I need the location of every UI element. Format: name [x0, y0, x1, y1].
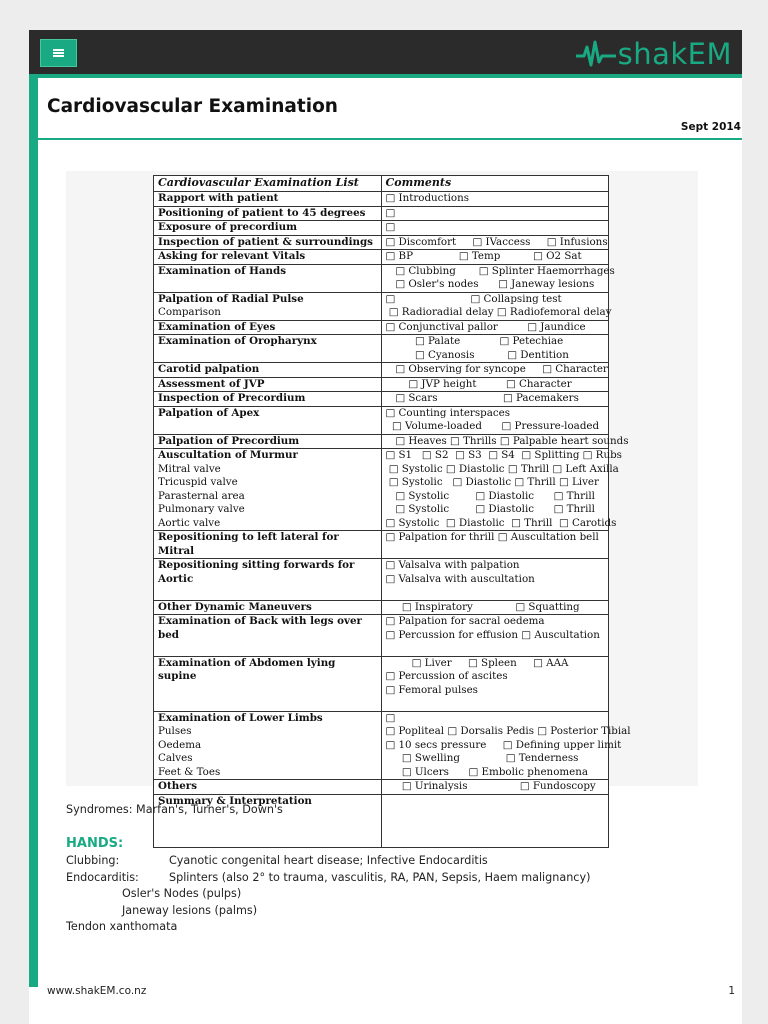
exam-step-label: Repositioning sitting forwards for Aortic — [158, 559, 355, 585]
table-row — [154, 780, 609, 795]
exam-substep-label — [158, 278, 377, 292]
footer-page-number: 1 — [728, 985, 735, 997]
checkbox-options[interactable]: □ Systolic □ Diastolic □ Thrill — [385, 489, 595, 502]
checkbox-options[interactable]: □ Discomfort □ IVaccess □ Infusions — [385, 235, 608, 248]
comments-cell — [381, 192, 609, 207]
exam-step-label: Palpation of Precordium — [158, 434, 300, 447]
checkbox-options[interactable]: □ Cyanosis □ Dentition — [385, 348, 569, 361]
comments-cell — [381, 711, 631, 780]
table-row — [154, 711, 609, 780]
exam-step-label: Exposure of precordium — [158, 221, 298, 233]
checkbox-options[interactable]: □ — [385, 206, 396, 219]
janeway-lesions-line: Janeway lesions (palms) — [122, 904, 258, 917]
exam-item-cell — [154, 377, 382, 392]
exam-item-cell — [154, 656, 382, 711]
exam-substep-label: Feet & Toes — [158, 765, 221, 778]
document-date: Sept 2014 — [680, 121, 741, 133]
syndromes-text: Syndromes: Marfan's, Turner's, Down's — [66, 803, 283, 816]
exam-substep-label: Pulses — [158, 725, 192, 737]
exam-substep-label: Mitral valve — [158, 462, 221, 475]
table-row — [154, 206, 609, 221]
exam-substep-label: Calves — [158, 752, 193, 764]
comments-cell — [381, 559, 609, 601]
comments-cell — [381, 320, 609, 335]
exam-item-cell — [154, 615, 382, 657]
comments-cell — [381, 377, 609, 392]
hands-heading: HANDS: — [66, 836, 124, 851]
comments-cell — [381, 434, 629, 449]
comments-cell — [381, 794, 609, 847]
exam-step-label: Other Dynamic Maneuvers — [158, 600, 312, 613]
table-row — [154, 392, 609, 407]
table-row — [154, 335, 609, 363]
logo-text: shakEM — [617, 37, 732, 71]
comments-cell — [381, 531, 609, 559]
menu-button[interactable] — [40, 39, 77, 67]
checkbox-options[interactable]: □ 10 secs pressure □ Defining upper limit — [385, 738, 622, 751]
comments-cell — [381, 449, 622, 531]
clubbing-label: Clubbing: — [66, 854, 120, 867]
exam-item-cell — [154, 406, 382, 434]
exam-substep-label: Oedema — [158, 738, 202, 751]
exam-item-cell — [154, 320, 382, 335]
footer-url[interactable]: www.shakEM.co.nz — [47, 985, 147, 997]
exam-item-cell — [154, 363, 382, 378]
exam-item-cell — [154, 192, 382, 207]
exam-step-label: Positioning of patient to 45 degrees — [158, 206, 366, 219]
checkbox-options[interactable]: □ Inspiratory □ Squatting — [385, 600, 580, 613]
comments-cell — [381, 264, 615, 292]
checkbox-options[interactable]: □ Introductions — [385, 192, 469, 204]
exam-substep-label: Comparison — [158, 306, 221, 318]
checkbox-options[interactable]: □ Scars □ Pacemakers — [385, 392, 579, 404]
checkbox-options[interactable]: □ Systolic □ Diastolic □ Thrill □ Left Axilla — [385, 462, 619, 475]
oslers-nodes-line: Osler's Nodes (pulps) — [122, 887, 242, 900]
exam-step-label: Palpation of Apex — [158, 406, 260, 419]
accent-bar — [29, 78, 38, 987]
checkbox-options[interactable]: □ Valsalva with palpation — [385, 559, 520, 571]
table-row — [154, 434, 609, 449]
clubbing-text: Cyanotic congenital heart disease; Infective Endocarditis — [169, 854, 488, 867]
exam-item-cell — [154, 711, 382, 780]
table-row — [154, 221, 609, 236]
endocarditis-line — [66, 871, 590, 884]
table-row — [154, 292, 609, 320]
table-row — [154, 235, 609, 250]
exam-step-label: Auscultation of Murmur — [158, 449, 298, 461]
checkbox-options[interactable]: □ Palate □ Petechiae — [385, 335, 564, 347]
checkbox-options[interactable]: □ Ulcers □ Embolic phenomena — [385, 765, 589, 778]
exam-item-cell — [154, 449, 382, 531]
comments-cell — [381, 221, 609, 236]
checkbox-options[interactable]: □ Palpation for thrill □ Auscultation bell — [385, 531, 599, 543]
table-row — [154, 250, 609, 265]
comments-cell — [381, 406, 609, 434]
checkbox-options[interactable]: □ S1 □ S2 □ S3 □ S4 □ Splitting □ Rubs — [385, 449, 622, 461]
site-header — [29, 30, 742, 78]
checkbox-options[interactable]: □ BP □ Temp □ O2 Sat — [385, 250, 582, 262]
exam-substep-label — [158, 697, 377, 711]
endocarditis-text: Splinters (also 2° to trauma, vasculitis, RA, PAN, Sepsis, Haem malignancy) — [169, 871, 591, 884]
examination-checklist-table — [153, 175, 631, 848]
exam-substep-label — [158, 586, 377, 600]
checkbox-options[interactable] — [386, 795, 605, 809]
checkbox-options[interactable]: □ Systolic □ Diastolic □ Thrill — [385, 503, 595, 515]
checkbox-options[interactable]: □ Liver □ Spleen □ AAA — [385, 656, 569, 669]
table-row — [154, 794, 609, 847]
comments-cell — [381, 335, 609, 363]
heartbeat-line-icon — [576, 39, 616, 69]
comments-cell — [381, 780, 609, 795]
checkbox-options[interactable]: □ Valsalva with auscultation — [385, 572, 535, 585]
exam-item-cell — [154, 600, 382, 615]
exam-step-label: Summary & Interpretation — [158, 794, 312, 807]
endocarditis-label: Endocarditis: — [66, 871, 139, 884]
exam-item-cell — [154, 794, 382, 847]
site-logo[interactable] — [576, 34, 732, 74]
exam-step-label: Examination of Abdomen lying supine — [158, 656, 336, 682]
checkbox-options[interactable]: □ Systolic □ Diastolic □ Thrill □ Liver — [385, 476, 599, 488]
exam-step-label: Assessment of JVP — [158, 377, 265, 390]
table-row — [154, 600, 609, 615]
page-title: Cardiovascular Examination — [47, 96, 338, 117]
exam-step-label: Rapport with patient — [158, 192, 279, 204]
comments-cell — [381, 250, 609, 265]
comments-cell — [381, 292, 612, 320]
checkbox-options[interactable]: □ Clubbing □ Splinter Haemorrhages — [385, 264, 615, 277]
hamburger-menu-icon — [53, 49, 64, 57]
table-row — [154, 615, 609, 657]
table-row — [154, 656, 609, 711]
exam-step-label: Asking for relevant Vitals — [158, 250, 306, 262]
comments-cell — [381, 235, 609, 250]
table-row — [154, 449, 609, 531]
column-header-item: Cardiovascular Examination List — [154, 176, 382, 192]
exam-item-cell — [154, 235, 382, 250]
comments-cell — [381, 600, 609, 615]
table-row — [154, 363, 609, 378]
comments-cell — [381, 656, 609, 711]
exam-item-cell — [154, 780, 382, 795]
exam-item-cell — [154, 221, 382, 236]
column-header-comments: Comments — [381, 176, 609, 192]
exam-step-label: Carotid palpation — [158, 363, 260, 375]
checkbox-options[interactable]: □ JVP height □ Character — [385, 377, 572, 390]
table-row — [154, 320, 609, 335]
checkbox-options[interactable]: □ Heaves □ Thrills □ Palpable heart sounds — [385, 434, 629, 447]
exam-step-label: Examination of Eyes — [158, 320, 276, 333]
comments-cell — [381, 206, 609, 221]
exam-step-label: Examination of Hands — [158, 264, 286, 277]
checkbox-options[interactable]: □ Radioradial delay □ Radiofemoral delay — [385, 306, 612, 318]
exam-item-cell — [154, 434, 382, 449]
exam-item-cell — [154, 335, 382, 363]
exam-substep-label — [158, 684, 377, 698]
checkbox-options[interactable]: □ Swelling □ Tenderness — [385, 752, 579, 764]
checkbox-options[interactable]: □ Percussion for effusion □ Auscultation — [385, 628, 600, 641]
checkbox-options[interactable]: □ Femoral pulses — [385, 683, 478, 696]
checkbox-options[interactable]: □ □ Collapsing test — [385, 292, 562, 305]
checkbox-options[interactable]: □ — [385, 221, 396, 233]
exam-item-cell — [154, 392, 382, 407]
comments-cell — [381, 392, 609, 407]
exam-step-label: Inspection of Precordium — [158, 392, 306, 404]
checkbox-options[interactable]: □ Popliteal □ Dorsalis Pedis □ Posterior Tibial — [385, 725, 631, 737]
checkbox-options[interactable]: □ Conjunctival pallor □ Jaundice — [385, 320, 586, 333]
comments-cell — [381, 363, 609, 378]
tendon-xanthomata-line: Tendon xanthomata — [66, 920, 178, 933]
table-row — [154, 192, 609, 207]
table-row — [154, 531, 609, 559]
comments-cell — [381, 615, 609, 657]
exam-step-label: Examination of Back with legs over bed — [158, 615, 362, 641]
exam-substep-label — [158, 349, 377, 363]
table-row — [154, 264, 609, 292]
exam-item-cell — [154, 531, 382, 559]
checkbox-options[interactable]: □ Volume-loaded □ Pressure-loaded — [385, 420, 600, 432]
exam-substep-label: Parasternal area — [158, 489, 245, 502]
checkbox-options[interactable]: □ Percussion of ascites — [385, 670, 508, 682]
exam-step-label: Examination of Oropharynx — [158, 335, 317, 347]
exam-item-cell — [154, 264, 382, 292]
exam-item-cell — [154, 206, 382, 221]
exam-item-cell — [154, 559, 382, 601]
exam-step-label: Repositioning to left lateral for Mitral — [158, 531, 339, 557]
title-divider — [38, 138, 742, 140]
exam-substep-label: Tricuspid valve — [158, 476, 238, 488]
exam-substep-label: Pulmonary valve — [158, 503, 245, 515]
exam-step-label: Inspection of patient & surroundings — [158, 235, 373, 248]
checkbox-options[interactable]: □ Palpation for sacral oedema — [385, 615, 545, 627]
exam-step-label: Palpation of Radial Pulse — [158, 292, 304, 305]
checkbox-options[interactable]: □ Systolic □ Diastolic □ Thrill □ Carotids — [385, 516, 617, 529]
exam-step-label: Examination of Lower Limbs — [158, 711, 323, 724]
checkbox-options[interactable]: □ Osler's nodes □ Janeway lesions — [385, 278, 595, 290]
table-header-row — [154, 176, 609, 192]
checkbox-options[interactable]: □ Urinalysis □ Fundoscopy — [385, 780, 596, 792]
exam-step-label: Others — [158, 780, 197, 792]
exam-substep-label — [158, 642, 377, 656]
clubbing-line — [66, 854, 488, 867]
table-row — [154, 406, 609, 434]
table-row — [154, 377, 609, 392]
exam-substep-label: Aortic valve — [158, 516, 221, 529]
table-row — [154, 559, 609, 601]
exam-substep-label — [158, 420, 377, 434]
checkbox-options[interactable]: □ — [385, 711, 396, 724]
exam-item-cell — [154, 250, 382, 265]
checkbox-options[interactable]: □ Counting interspaces — [385, 406, 511, 419]
checkbox-options[interactable]: □ Observing for syncope □ Character — [385, 363, 608, 375]
exam-item-cell — [154, 292, 382, 320]
